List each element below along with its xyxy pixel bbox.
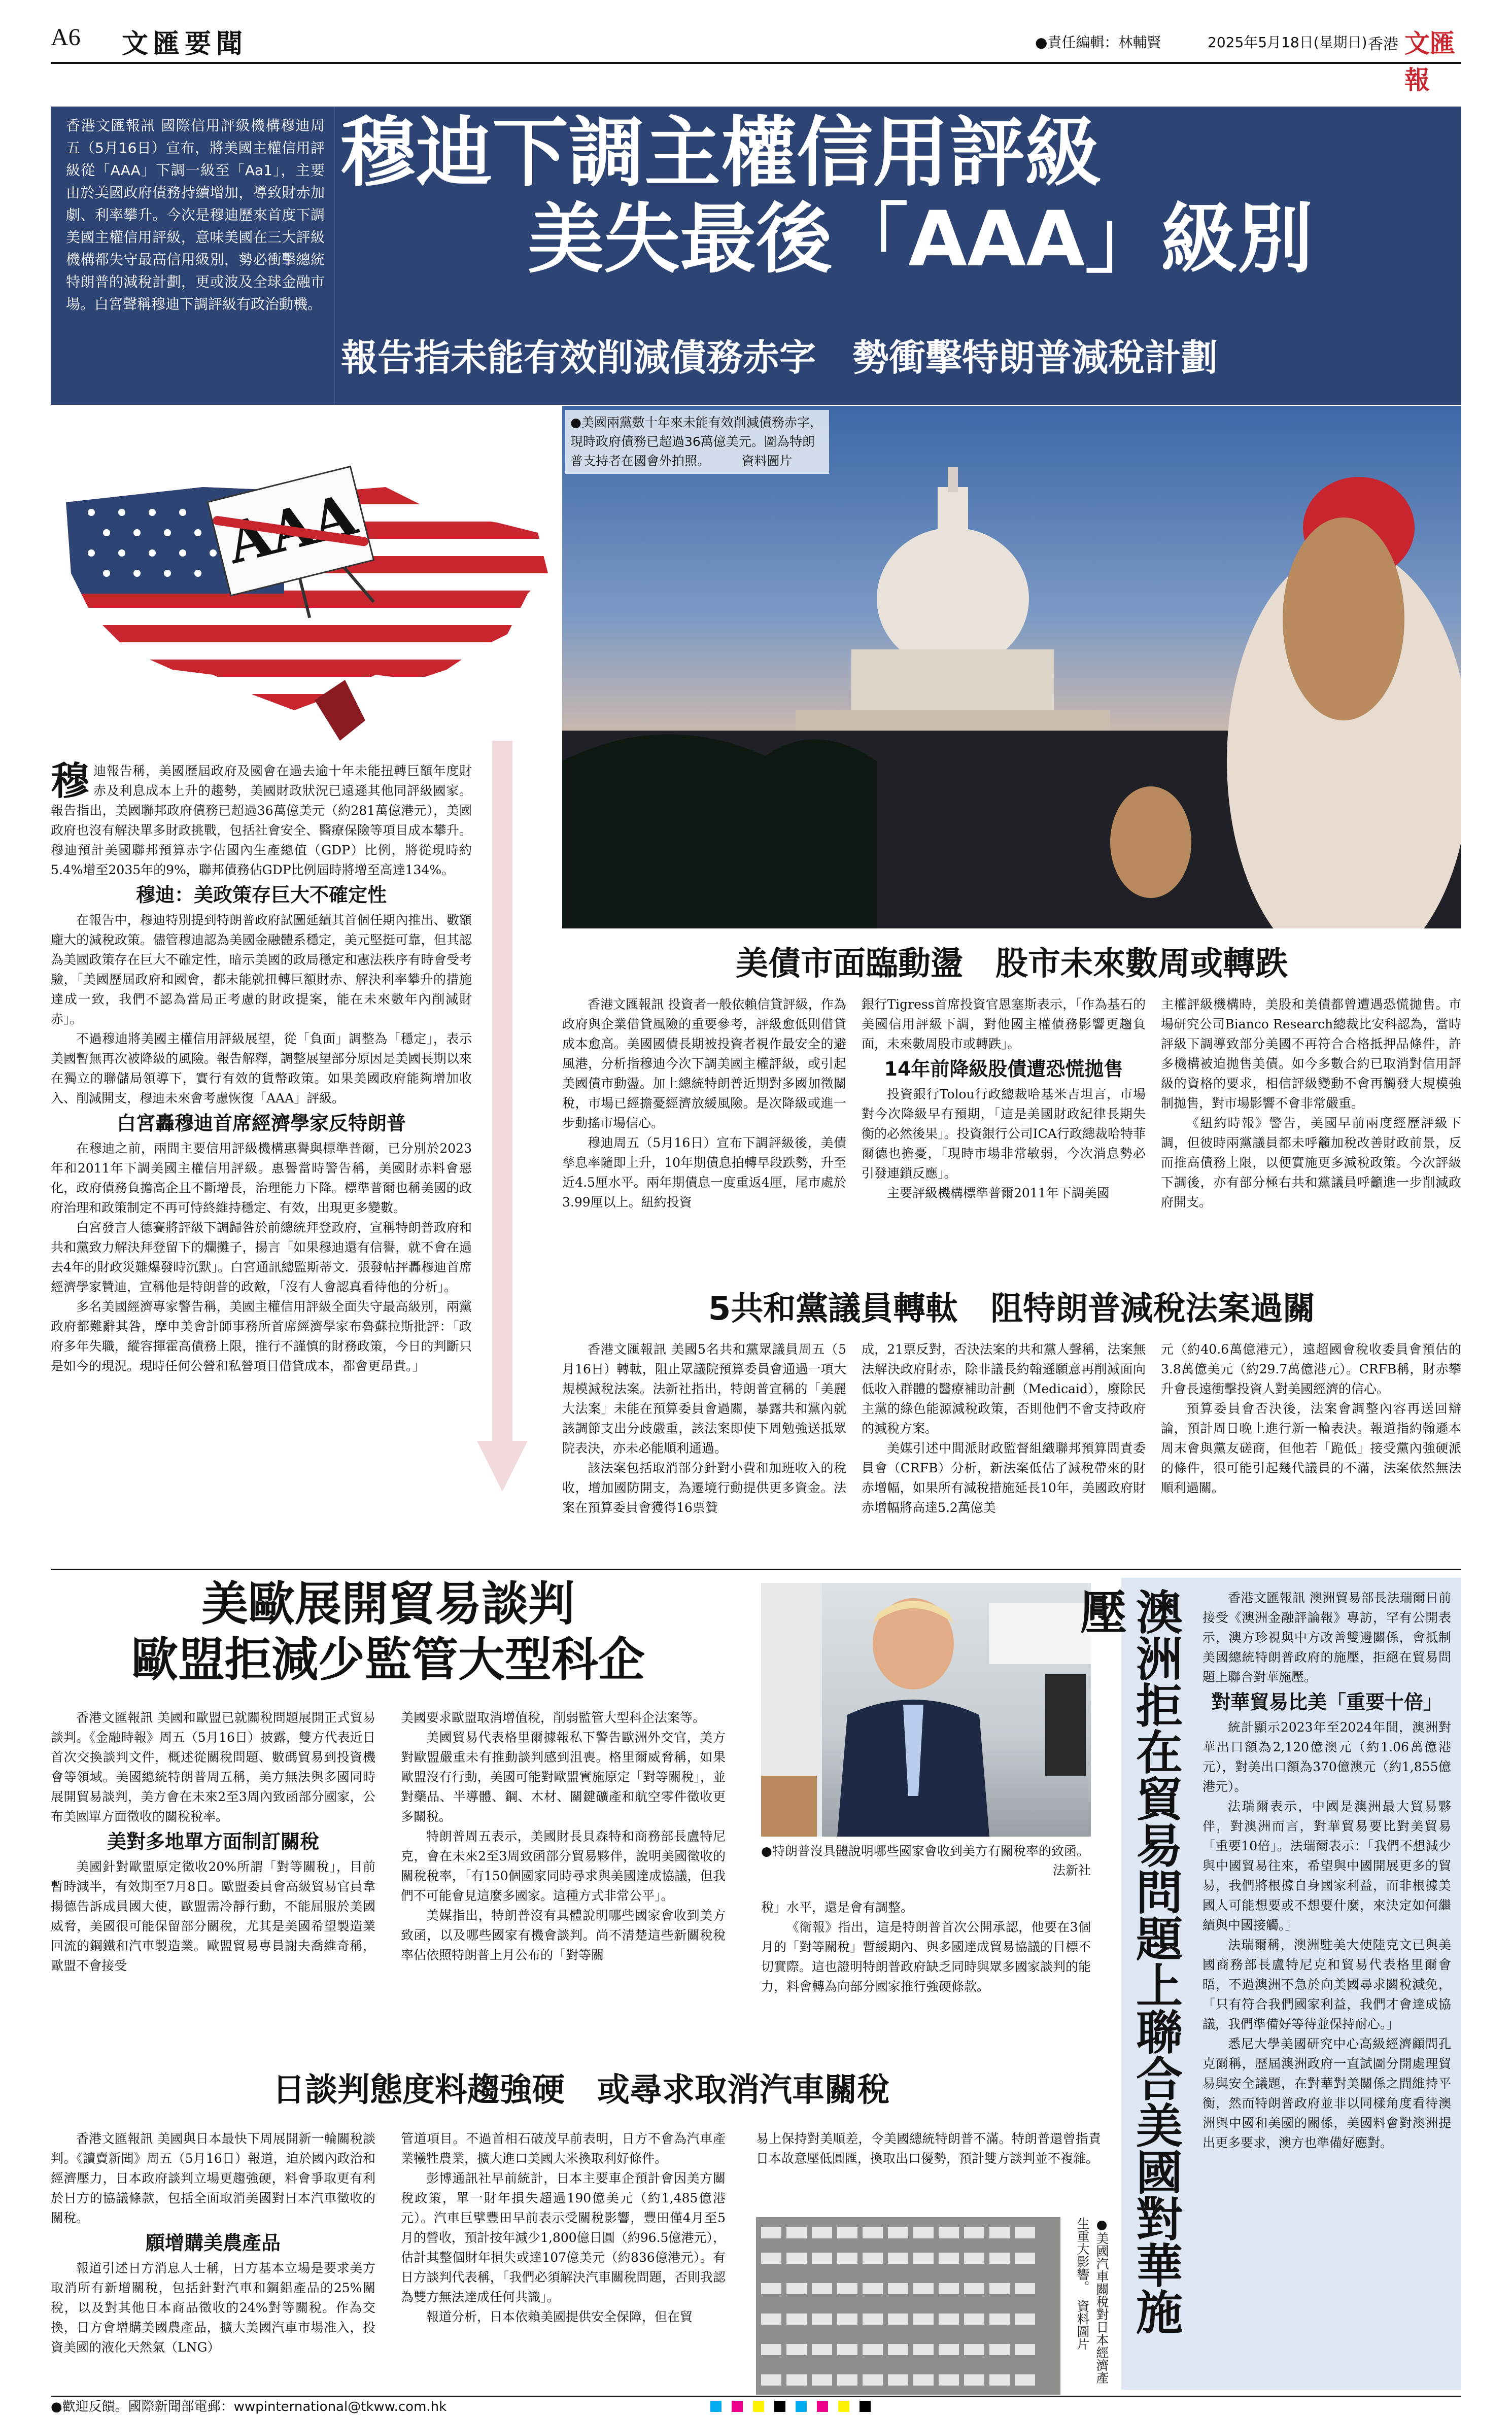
- page-number: A6: [51, 24, 81, 51]
- story2-col1: [562, 994, 846, 1279]
- main-story-p4: 在穆迪之前，兩間主要信用評級機構惠譽與標準普爾，已分別於2023年和2011年下調美國主權信用評級。惠譽當時警告稱，美國財赤料會惡化，政府債務負擔高企且不斷增長，治理能力下降。標準普爾也稱美國的政府治理和政策制定不再可恃終維持穩定、有效，出現更多變數。: [51, 1141, 472, 1215]
- story4-col3: [761, 1897, 1091, 2060]
- cars-photo-caption: ●美國汽車關稅對日本經濟產生重大影響。 資料圖片: [1075, 2217, 1109, 2384]
- aaa-graphic: [51, 457, 558, 761]
- editor-credit: ●責任編輯：林輔賢: [1035, 34, 1161, 51]
- sidebar-p3: 法瑞爾表示，中國是澳洲最大貿易夥伴，對澳洲而言，對華貿易要比對美貿易「重要10倍」。法瑞爾表示：「我們不想減少與中國貿易往來，希望與中國開展更多的貿易，我們將根據自身國家利益，而非根據美國人可能想要或不想要什麼，來決定如何繼續與中國接觸。」: [1202, 1799, 1451, 1932]
- sidebar-headline: 澳洲拒在貿易問題上聯合美國對華施壓: [1073, 1588, 1183, 2335]
- story4-headline-line1: 美歐展開貿易談判: [201, 1577, 575, 1631]
- color-registration-bar: [710, 2401, 1096, 2413]
- main-story-p1: 迪報告稱，美國歷屆政府及國會在過去逾十年未能扭轉巨額年度財赤及利息成本上升的趨勢，美國財政狀況已遠遜其他同評級國家。報告指出，美國聯邦政府債務已超過36萬億美元（約281萬億港元），美國政府也沒有解決單多財政挑戰，包括社會安全、醫療保險等項目成本攀升。穆迪預計美國聯邦預算赤字佔國內生產總值（GDP）比例，將從現時約5.4%增至2035年的9%，聯邦債務佔GDP比例屆時將增至高達134%。: [51, 764, 472, 877]
- main-story-subhead-2: 白宮轟穆迪首席經濟學家反特朗普: [116, 1112, 406, 1134]
- story2-subhead: 14年前降級股債遭恐慌拋售: [884, 1058, 1123, 1080]
- color-swatch: [774, 2401, 785, 2412]
- story5-c3: 易上保持對美順差，令美國總統特朗普不滿。特朗普還曾指責日本故意壓低圓匯，換取出口優勢，預計雙方談判並不複雜。: [756, 2131, 1101, 2166]
- downward-arrow-icon: [477, 741, 528, 1492]
- sidebar-p4: 法瑞爾稱，澳洲駐美大使陸克文已與美國商務部長盧特尼克和貿易代表格里爾會晤，不過澳洲不急於向美國尋求關稅減免，「只有符合我們國家利益，我們才會達成協議，我們準備好等待並保持耐心。」: [1202, 1938, 1451, 2031]
- brand-logo: 文匯報: [1404, 28, 1455, 95]
- section-rule: [51, 1569, 1461, 1570]
- capitol-caption-text: ●美國兩黨數十年來未能有效削減債務赤字，現時政府債務已超過36萬億美元。圖為特朗普支持者在國會外拍照。 資料圖片: [570, 415, 822, 468]
- sidebar-subhead: 對華貿易比美「重要十倍」: [1211, 1691, 1442, 1713]
- story4-c3b: 《衛報》指出，這是特朗普首次公開承認，他要在3個月的「對等關稅」暫緩期內、與多國達成貿易協議的目標不切實際。這也證明特朗普政府缺乏同時與眾多國家談判的能力，料會轉為向部分國家推行強硬條款。: [761, 1920, 1091, 1994]
- main-story-subhead-1: 穆迪：美政策存巨大不確定性: [135, 884, 387, 906]
- trump-caption-credit: 法新社: [1052, 1863, 1091, 1878]
- story2-c2b: 投資銀行Tolou行政總裁哈基米吉坦言，市場對今次降級早有預期，「這是美國財政紀律長期失衡的必然後果」。投資銀行公司ICA行政總裁哈特菲爾德也擔憂，「現時市場非常敏弱，今次消息勢必引發連鎖反應」。: [862, 1087, 1146, 1181]
- story4-subhead: 美對多地單方面制訂關稅: [107, 1831, 319, 1853]
- story3-col1: [562, 1339, 846, 1563]
- story5-c1: 香港文匯報訊 美國與日本最快下周展開新一輪關稅談判。《讀賣新聞》周五（5月16日）報道，迫於國內政治和經濟壓力，日本政府談判立場更趨強硬，料會爭取更有利於日方的協議條款，包括全面取消美國對日本汽車徵收的關稅。: [51, 2131, 375, 2225]
- footer-rule: [51, 2396, 1461, 2397]
- sidebar-p5: 悉尼大學美國研究中心高級經濟顧問孔克爾稱，歷屆澳洲政府一直試圖分開處理貿易與安全議題，在對華對美關係之間維持平衡，然而特朗普政府並非以同樣角度看待澳洲與中國和美國的關係，美國料會對澳洲提出更多要求，澳方也準備好應對。: [1202, 2036, 1451, 2150]
- trump-photo-caption: [761, 1842, 1091, 1880]
- main-story-p6: 多名美國經濟專家警告稱，美國主權信用評級全面失守最高級別，兩黨政府都難辭其咎，摩申美會計師事務所首席經濟學家布魯蘇拉斯批評：「政府多年失職，縱容揮霍高債務上限，推行不謹慎的財務政策，今日的判斷只是如今的現況。現時任何公營和私營項目借貸成本，都會更昂貴。」: [51, 1299, 472, 1373]
- masthead: [51, 19, 1461, 95]
- story4-c3: 稅」水平，還是會有調整。: [761, 1900, 914, 1915]
- story4-c1: 香港文匯報訊 美國和歐盟已就關稅問題展開正式貿易談判。《金融時報》周五（5月16日）披露，雙方代表近日首次交換談判文件，概述從關稅問題、數碼貿易到投資機會等領域。美國總統特朗普周五稱，美方無法與多國同時展開貿易談判，美方會在未來2至3周內致函部分國家，公布美國單方面徵收的關稅稅率。: [51, 1710, 375, 1824]
- story4-c2c: 特朗普周五表示，美國財長貝森特和商務部長盧特尼克，會在未來2至3周致函部分貿易夥伴，說明美國徵收的關稅稅率，「有150個國家同時尋求與美國達成協議，但我們不可能會見這麼多國家。這種方式非常公平」。: [401, 1829, 726, 1903]
- color-swatch: [860, 2401, 871, 2412]
- story2-c3: 主權評級機構時，美股和美債都曾遭遇恐慌拋售。市場研究公司Bianco Research總裁比安科認為，當時評級下調導致部分美國不再符合合格抵押品條件，許多機構被迫拋售美債。如今多數合約已取消對信用評級的資格的要求，相信評級變動不會再觸發大規模強制拋售，對市場影響不會非常嚴重。: [1161, 997, 1461, 1111]
- story4-c2d: 美媒指出，特朗普沒有具體說明哪些國家會收到美方致函，以及哪些國家有機會談判。尚不清楚這些新關稅稅率佔依照特朗普上月公布的「對等關: [401, 1908, 726, 1962]
- color-swatch: [838, 2401, 849, 2412]
- story5-col2: [401, 2129, 726, 2393]
- story2-c1: 香港文匯報訊 投資者一般依賴信貸評級，作為政府與企業借貸風險的重要參考，評級愈低則借貸成本愈高。美國國債長期被投資者視作最安全的避風港，分析指穆迪今次下調美國主權評級，或引起美國債市動盪。加上總統特朗普近期對多國加徵關稅，市場已經擔憂經濟放緩風險。是次降級或進一步動搖市場信心。: [562, 997, 846, 1130]
- story3-c1: 香港文匯報訊 美國5名共和黨眾議員周五（5月16日）轉軚，阻止眾議院預算委員會通過一項大規模減稅法案。法新社指出，特朗普宣稱的「美麗大法案」未能在預算委員會過關，暴露共和黨內就該調節支出分歧嚴重，該法案即使下周勉強送抵眾院表決，亦未必能順利通過。: [562, 1342, 846, 1456]
- section-title: 文匯要聞: [122, 28, 248, 59]
- story3-c3: 元（約40.6萬億港元），遠超國會稅收委員會預估的3.8萬億美元（約29.7萬億港元）。CRFB稱，財赤攀升會長遠衝擊投資人對美國經濟的信心。: [1161, 1342, 1461, 1396]
- capitol-photo: [562, 406, 1461, 928]
- story5-c2c: 報道分析，日本依賴美國提供安全保障，但在貿: [426, 2309, 693, 2324]
- story4-headline-line2: 歐盟拒減少監管大型科企: [131, 1633, 645, 1687]
- story4-c1b: 美國針對歐盟原定徵收20%所謂「對等關稅」，目前暫時減半，有效期至7月8日。歐盟委員會高級貿易官員韋揚德告訴成員國大使，歐盟需冷靜行動，不能屈服於美國威脅，美國很可能保留部分關稅，尤其是美國希望製造業回流的鋼鐵和汽車製造業。歐盟貿易專員謝夫喬維奇稱，歐盟不會接受: [51, 1859, 375, 1973]
- issue-date: 2025年5月18日(星期日): [1208, 34, 1367, 51]
- story3-c2: 成，21票反對，否決法案的共和黨人聲稱，法案無法解決政府財赤，除非議長約翰遜願意再削減面向低收入群體的醫療補助計劃（Medicaid），廢除民主黨的綠色能源減稅政策，否則他們不會支持政府的減稅方案。: [862, 1342, 1146, 1436]
- story3-c1b: 該法案包括取消部分針對小費和加班收入的稅收，增加國防開支，為遷境行動提供更多資金。法案在預算委員會獲得16票贊: [562, 1461, 846, 1515]
- story3-c3b: 預算委員會否決後，法案會調整內容再送回辯論，預計周日晚上進行新一輪表決。報道指約翰遜本周末會與黨友磋商，但他若「跪低」接受黨內強硬派的條件，很可能引起幾代議員的不滿，法案依然無法順利過關。: [1161, 1401, 1461, 1495]
- story2-headline: 美債市面臨動盪 股市未來數周或轉跌: [736, 945, 1288, 983]
- story3-col3: [1161, 1339, 1461, 1563]
- trump-photo: [761, 1583, 1091, 1837]
- story3-col2: [862, 1339, 1146, 1563]
- masthead-rule: [51, 62, 1461, 64]
- sidebar-body: [1202, 1588, 1451, 2385]
- story2-col3: [1161, 994, 1461, 1279]
- capitol-photo-caption: [565, 410, 829, 474]
- story5-col3: [756, 2129, 1101, 2210]
- story2-c3b: 《紐約時報》警告，美國早前兩度經歷評級下調，但彼時兩黨議員都未呼籲加稅改善財政前景，反而推高債務上限，以便實施更多減稅政策。今次評級下調後，亦有部分極右共和黨議員呼籲進一步削減政府開支。: [1161, 1116, 1461, 1210]
- main-headline-line2: 美失最後「AAA」級別: [528, 195, 1314, 284]
- main-story-p5: 白宮發言人德賽將評級下調歸咎於前總統拜登政府，宣稱特朗普政府和共和黨致力解決拜登留下的爛攤子，揚言「如果穆迪還有信譽，就不會在過去4年的財政災難爆發時沉默」。白宮通訊總監斯蒂文．張發帖抨轟穆迪首席經濟學家贊迪，宣稱他是特朗普的政敵，「沒有人會認真看待他的分析」。: [51, 1220, 472, 1294]
- main-story-p2: 在報告中，穆迪特別提到特朗普政府試圖延續其首個任期內推出、數額龐大的減稅政策。儘管穆迪認為美國金融體系穩定，美元堅挺可靠，但其認為美國政策存在巨大不確定性，暗示美國的政局穩定和憲法秩序有時會受考驗，「美國歷屆政府和國會，都未能就扭轉巨額財赤、解決利率攀升的措施達成一致，我們不認為當局正考慮的財政提案，能在未來數年內削減財赤」。: [51, 913, 472, 1026]
- story4-c2: 美國要求歐盟取消增值稅，削弱監管大型科企法案等。: [401, 1710, 706, 1725]
- story3-c2b: 美媒引述中間派財政監督組織聯邦預算問責委員會（CRFB）分析，新法案低估了減稅帶來的財赤增幅，如果所有減稅措施延長10年，美國政府財赤增幅將高達5.2萬億美: [862, 1441, 1146, 1515]
- color-swatch: [817, 2401, 828, 2412]
- intro-text: 香港文匯報訊 國際信用評級機構穆迪周五（5月16日）宣布，將美國主權信用評級從「AAA」下調一級至「Aa1」，主要由於美國政府債務持續增加，導致財赤加劇、利率攀升。今次是穆迪歷來首度下調美國主權信用評級，意味美國在三大評級機構都失守最高信用級別，勢必衝擊總統特朗普的減稅計劃，更或波及全球金融市場。白宮聲稱穆迪下調評級有政治動機。: [66, 117, 325, 313]
- sidebar-p2: 統計顯示2023年至2024年間，澳洲對華出口額為2,120億澳元（約1.06萬億港元），對美出口額為370億澳元（約1,855億港元）。: [1202, 1720, 1451, 1794]
- main-story-body: [51, 761, 472, 1376]
- story4-c2b: 美國貿易代表格里爾據報私下警告歐洲外交官，美方對歐盟嚴重未有推動談判感到沮喪。格里爾威脅稱，如果歐盟沒有行動，美國可能對歐盟實施原定「對等關稅」，並對藥品、半導體、鋼、木材、關鍵礦產和航空零件徵收更多關稅。: [401, 1730, 726, 1824]
- story2-c2c: 主要評級機構標準普爾2011年下調美國: [887, 1186, 1110, 1200]
- footer-feedback: ●歡迎反饋。國際新聞部電郵：wwpinternational@tkww.com.hk: [51, 2399, 447, 2414]
- main-story: [51, 761, 472, 1537]
- color-swatch: [796, 2401, 807, 2412]
- story5-subhead: 願增購美農產品: [145, 2232, 281, 2254]
- color-swatch: [710, 2401, 721, 2412]
- story2-col2: [862, 994, 1146, 1279]
- story4-col1: [51, 1708, 375, 2058]
- story2-c1b: 穆迪周五（5月16日）宣布下調評級後，美債孳息率隨即上升，10年期債息拍轉早段跌勢，升至近4.5厘水平。兩年期債息一度重返4厘，尾市處於3.99厘以上。紐約投資: [562, 1135, 846, 1210]
- dropcap: 穆: [51, 761, 89, 804]
- story3-headline: 5共和黨議員轉軚 阻特朗普減稅法案過關: [708, 1290, 1316, 1328]
- story5-c2b: 彭博通訊社早前統計，日本主要車企預計會因美方關稅政策，單一財年損失超過190億美元（約1,485億港元）。汽車巨擘豐田早前表示受關稅影響，豐田僅4月至5月的營收，預計按年減少1,800億日圓（約96.5億港元），估計其整個財年損失或達107億美元（約836億港元）。有日方談判代表稱，「我們必須解決汽車關稅問題，否則我認為雙方無法達成任何共識」。: [401, 2171, 726, 2304]
- cars-photo: [756, 2217, 1060, 2395]
- trump-caption-text: ●特朗普沒具體說明哪些國家會收到美方有關稅率的致函。: [761, 1844, 1089, 1858]
- color-swatch: [753, 2401, 764, 2412]
- story5-col1: [51, 2129, 375, 2393]
- sidebar-p1: 香港文匯報訊 澳洲貿易部長法瑞爾日前接受《澳洲金融評論報》專訪，罕有公開表示，澳方珍視與中方改善雙邊關係，會抵制美國總統特朗普政府的施壓，拒絕在貿易問題上聯合對華施壓。: [1202, 1591, 1451, 1684]
- main-subheadline: 報告指未能有效削減債務赤字 勢衝擊特朗普減稅計劃: [341, 336, 1218, 379]
- main-story-p3: 不過穆迪將美國主權信用評級展望，從「負面」調整為「穩定」，表示美國暫無再次被降級的風險。報告解釋，調整展望部分原因是美國長期以來在獨立的聯儲局領導下，實行有效的貨幣政策。如果美國政府能夠增加收入、削減開支，穆迪未來會考慮恢復「AAA」評級。: [51, 1031, 472, 1106]
- story2-c2: 銀行Tigress首席投資官恩塞斯表示，「作為基石的美國信用評級下調，對他國主權債務影響更趨負面，未來數周股市或轉跌」。: [862, 997, 1146, 1051]
- story5-c1b: 報道引述日方消息人士稱，日方基本立場是要求美方取消所有新增關稅，包括針對汽車和鋼鋁產品的25%關稅，以及對其他日本商品徵收的24%對等關稅。作為交換，日方會增購美國農產品，擴大美國汽車市場准入，投資美國的液化天然氣（LNG）: [51, 2261, 375, 2355]
- story5-headline: 日談判態度料趨強硬 或尋求取消汽車關稅: [272, 2071, 889, 2109]
- story4-col2: [401, 1708, 726, 2058]
- main-headline-line1: 穆迪下調主權信用評級: [340, 109, 1102, 197]
- story5-c2: 管道項目。不過首相石破茂早前表明，日方不會為汽車產業犧牲農業，擴大進口美國大米換取利好條件。: [401, 2131, 726, 2166]
- color-swatch: [732, 2401, 743, 2412]
- brand-prefix: 香港: [1368, 36, 1398, 53]
